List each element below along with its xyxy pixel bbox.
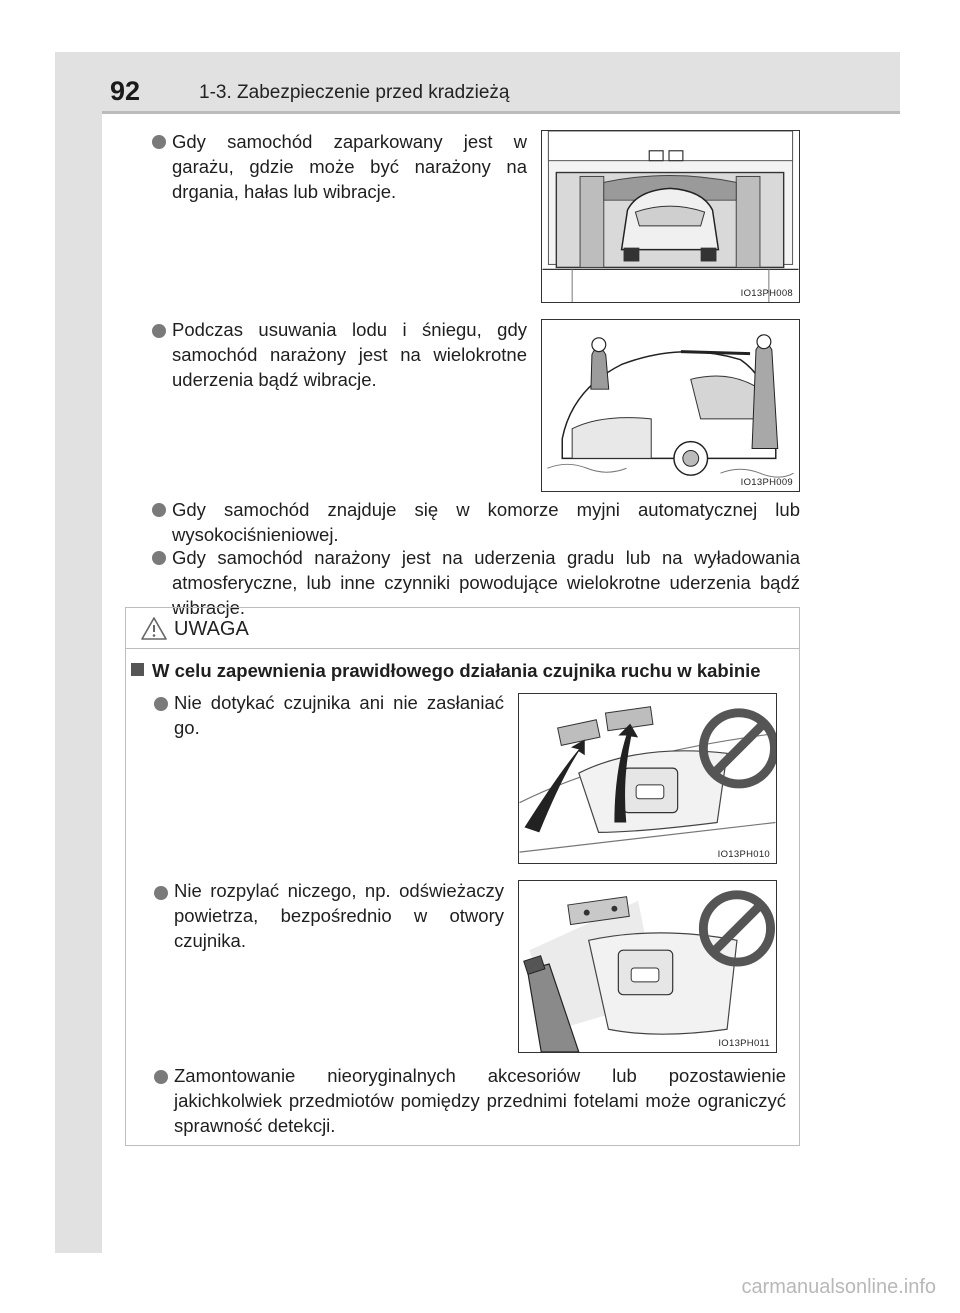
caution-subheading: W celu zapewnienia prawidłowego działania czujnika ruchu w kabinie xyxy=(152,660,761,681)
page-number: 92 xyxy=(110,76,141,106)
list-item-text: Gdy samochód znajduje się w komorze myjni automatycznej lub wysokociśnieniowej. xyxy=(172,499,800,545)
image-code: IO13PH009 xyxy=(740,477,793,488)
bullet-icon xyxy=(154,1070,168,1084)
header-rule xyxy=(102,111,900,114)
side-band xyxy=(55,52,102,1253)
warning-triangle-icon xyxy=(140,616,168,641)
snow-car-drawing xyxy=(542,320,799,491)
caution-title: UWAGA xyxy=(174,618,249,640)
illustration-garage xyxy=(541,130,800,303)
caution-box xyxy=(125,607,800,1146)
sensor-touch-drawing xyxy=(519,694,776,863)
bullet-icon xyxy=(152,135,166,149)
list-item-text: Podczas usuwania lodu i śniegu, gdy samochód narażony jest na wielokrotne uderzenia bądź wibracje. xyxy=(172,319,527,390)
bullet-icon xyxy=(152,503,166,517)
bullet-icon xyxy=(152,324,166,338)
bullet-icon xyxy=(152,551,166,565)
garage-car-drawing xyxy=(542,131,799,302)
bullet-icon xyxy=(154,886,168,900)
illustration-spray xyxy=(518,880,777,1053)
square-bullet-icon xyxy=(131,663,144,676)
caution-header xyxy=(126,608,799,649)
image-code: IO13PH011 xyxy=(718,1038,770,1049)
image-code: IO13PH010 xyxy=(717,849,770,860)
watermark: carmanualsonline.info xyxy=(741,1276,936,1298)
caution-item-text: Nie dotykać czujnika ani nie zasłaniać go. xyxy=(174,692,504,738)
caution-item-text: Zamontowanie nieoryginalnych akcesoriów lub pozostawienie jakichkolwiek przedmiotów pomiędzy przednimi fotelami może ograniczyć sprawność detekcji. xyxy=(174,1065,786,1136)
illustration-snow-removal xyxy=(541,319,800,492)
illustration-sensor-cover xyxy=(518,693,777,864)
section-title: 1-3. Zabezpieczenie przed kradzieżą xyxy=(199,82,510,103)
list-item-text: Gdy samochód narażony jest na uderzenia gradu lub na wyładowania atmosferyczne, lub inne czynniki powodujące wielokrotne uderzenia bądź wibracje. xyxy=(172,547,800,618)
list-item-text: Gdy samochód zaparkowany jest w garażu, gdzie może być narażony na drgania, hałas lub wibracje. xyxy=(172,131,527,202)
image-code: IO13PH008 xyxy=(740,288,793,299)
spray-sensor-drawing xyxy=(519,881,776,1052)
bullet-icon xyxy=(154,697,168,711)
caution-item-text: Nie rozpylać niczego, np. odświeżaczy powietrza, bezpośrednio w otwory czujnika. xyxy=(174,880,504,951)
